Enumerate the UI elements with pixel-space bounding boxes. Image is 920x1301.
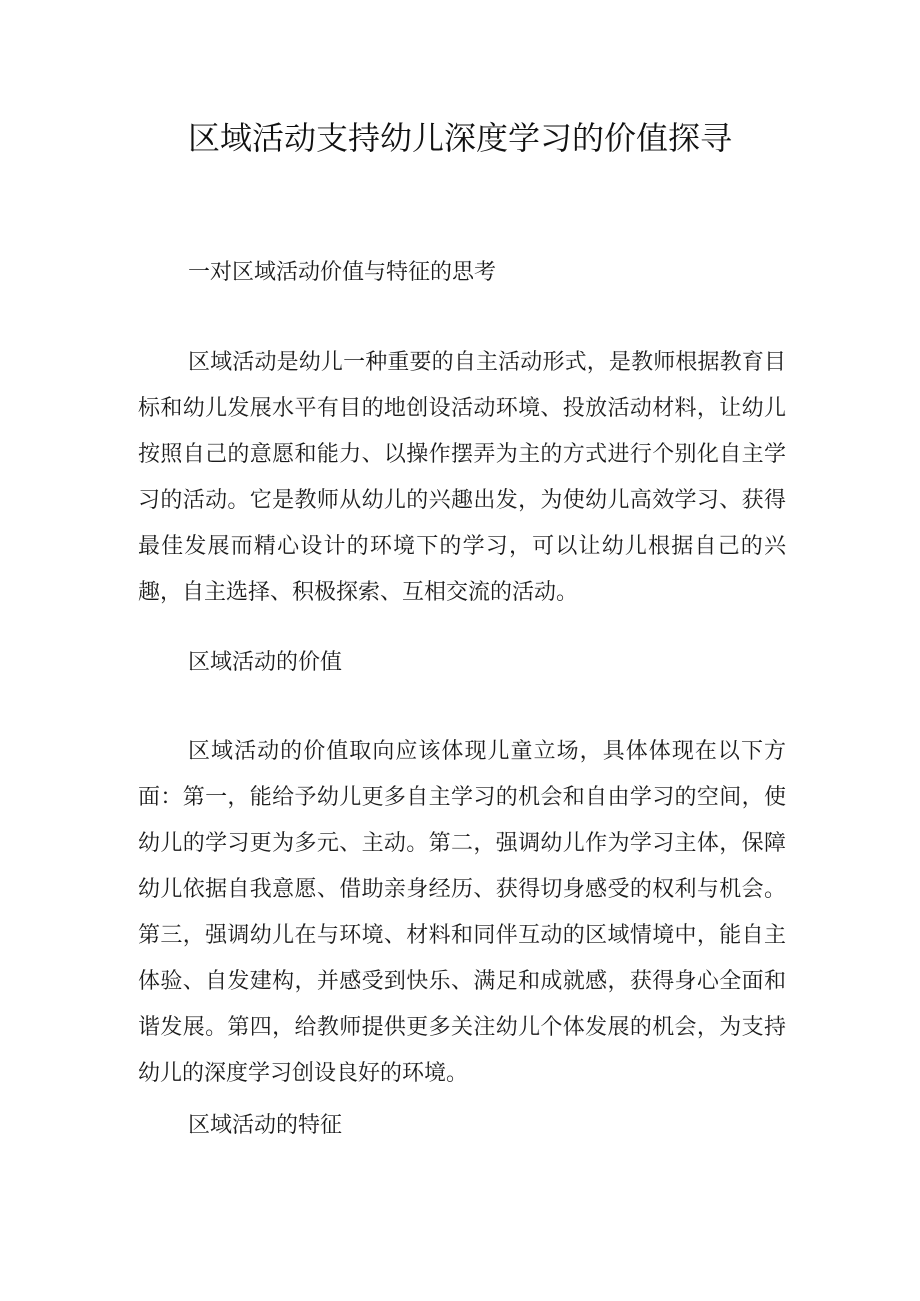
paragraph-definition: 区域活动是幼儿一种重要的自主活动形式，是教师根据教育目标和幼儿发展水平有目的地创设活动环境、投放活动材料，让幼儿按照自己的意愿和能力、以操作摆弄为主的方式进行个别化自主学习的活动。它是教师从幼儿的兴趣出发，为使幼儿高效学习、获得最佳发展而精心设计的环境下的学习，可以让幼儿根据自己的兴趣，自主选择、积极探索、互相交流的活动。 [138,350,786,605]
section-heading-value: 区域活动的价值 [188,650,343,675]
paragraph-value: 区域活动的价值取向应该体现儿童立场，具体体现在以下方面：第一，能给予幼儿更多自主学习的机会和自由学习的空间，使幼儿的学习更为多元、主动。第二，强调幼儿作为学习主体，保障幼儿依据自我意愿、借助亲身经历、获得切身感受的权利与机会。第三，强调幼儿在与环境、材料和同伴互动的区域情境中，能自主体验、自发建构，并感受到快乐、满足和成就感，获得身心全面和谐发展。第四，给教师提供更多关注幼儿个体发展的机会，为支持幼儿的深度学习创设良好的环境。 [138,739,786,1086]
section-heading-reflection: 一对区域活动价值与特征的思考 [188,260,497,285]
document-title: 区域活动支持幼儿深度学习的价值探寻 [187,119,732,157]
section-heading-features: 区域活动的特征 [188,1113,343,1138]
